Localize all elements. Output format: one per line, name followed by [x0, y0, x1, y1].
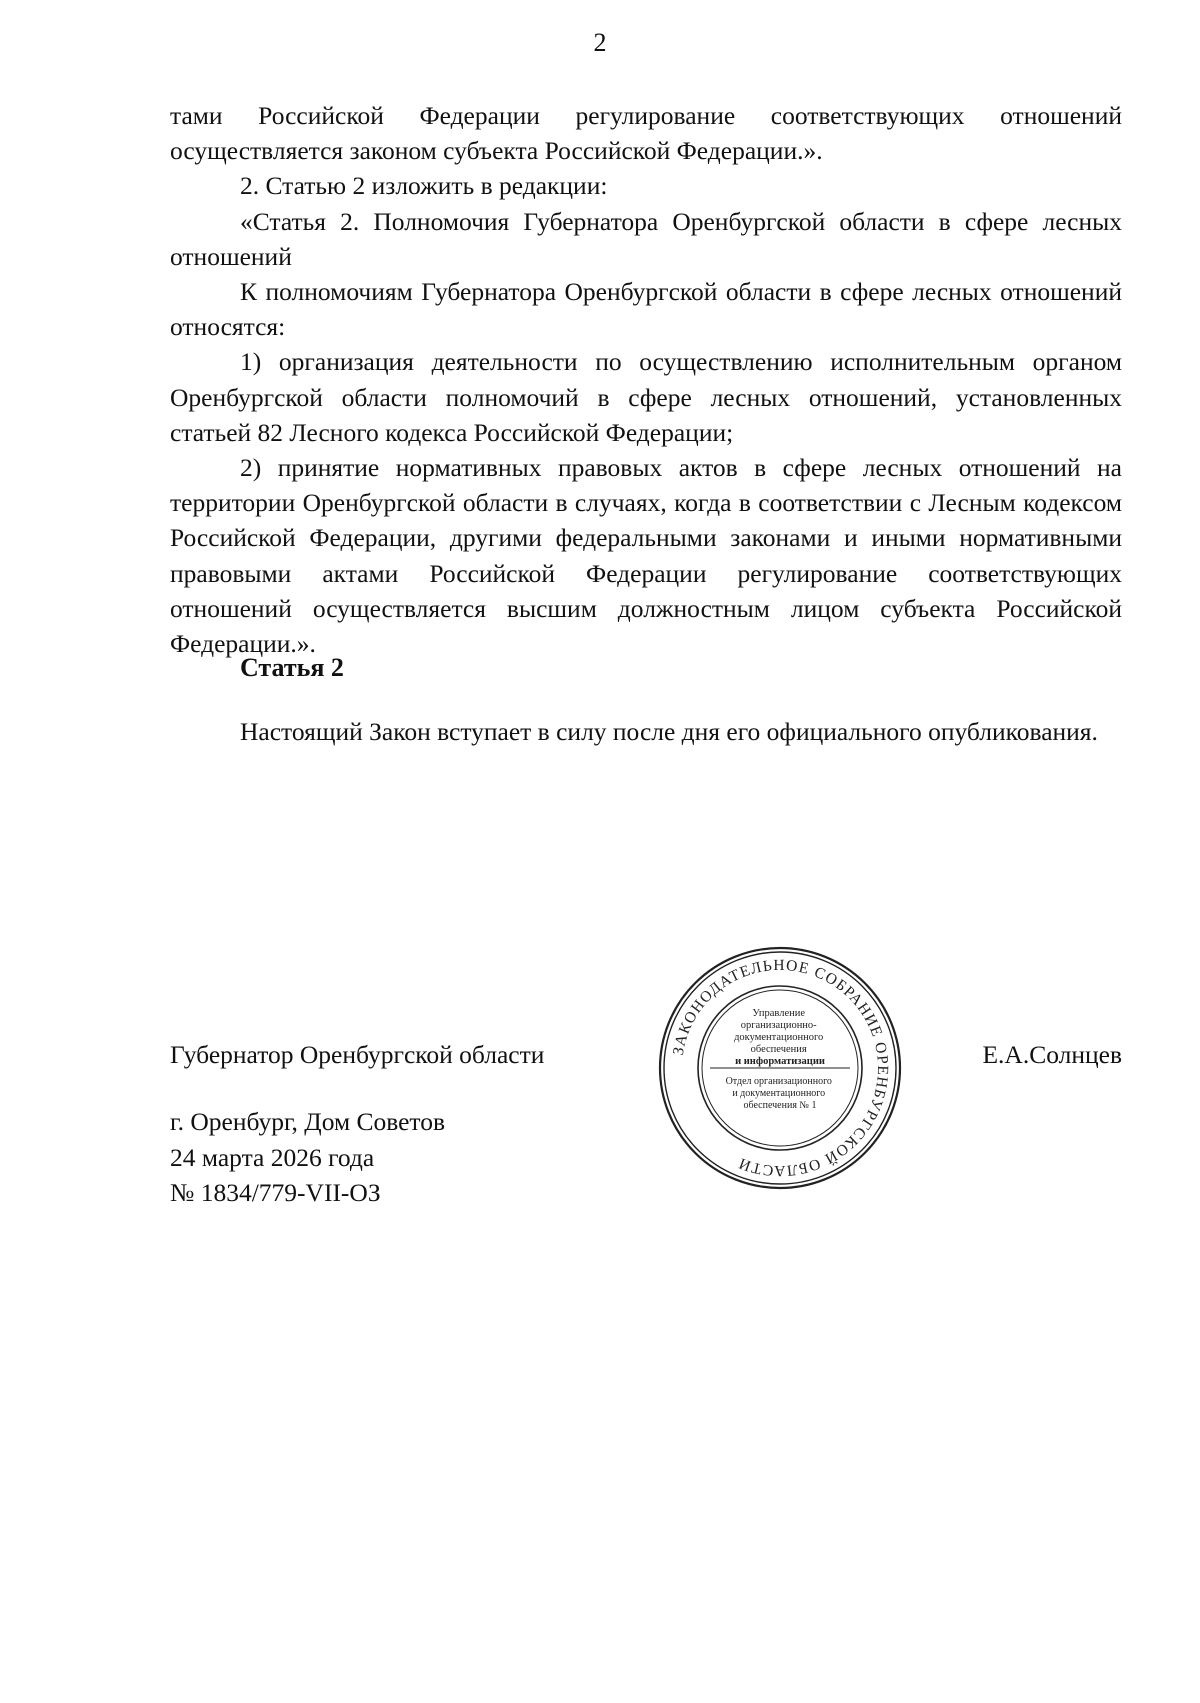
- law-number: № 1834/779-VII-ОЗ: [170, 1178, 381, 1207]
- svg-text:Управление организационн: [734, 1008, 826, 1067]
- place: г. Оренбург, Дом Советов: [170, 1107, 446, 1136]
- place-and-date-block: [170, 1104, 445, 1211]
- paragraph-5: 1) организация деятельности по осуществлению исполнительным органом Оренбургской области полномочий в сфере лесных отношений, установленных статьей 82 Лесного кодекса Российской Федерации;: [170, 347, 1122, 447]
- article-2-text: [170, 714, 1122, 749]
- seal-ring-text: ЗАКОНОДАТЕЛЬНОЕ СОБРАНИЕ ОРЕНБУРГСКОЙ ОБЛАСТИ: [669, 956, 892, 1180]
- signatory-position: Губернатор Оренбургской области: [170, 1040, 545, 1069]
- article-2-heading: Статья 2: [240, 653, 344, 682]
- seal-inner-bottom-1: Отдел организационного: [725, 1076, 832, 1087]
- article-2-paragraph: Настоящий Закон вступает в силу после дня его официального опубликования.: [240, 717, 1098, 746]
- seal-inner-bottom-3: обеспечения № 1: [743, 1100, 817, 1111]
- date: 24 марта 2026 года: [170, 1142, 375, 1172]
- paragraph-1: тами Российской Федерации регулирование соответствующих отношений осуществляется законом субъекта Российской Федерации.».: [170, 101, 1122, 166]
- seal-inner-top-2: организационно-: [740, 1020, 817, 1031]
- seal-inner-bottom-2: и документационного: [732, 1088, 826, 1099]
- paragraph-6: 2) принятие нормативных правовых актов в сфере лесных отношений на территории Оренбургской области в случаях, когда в соответствии с Лесным кодексом Российской Федерации, другими федеральными законами и иными нормативными правовыми актами Российской Федерации регулирование соответствующих отношений осуществляется высшим должностным лицом субъекта Российской Федерации.».: [170, 453, 1122, 659]
- official-seal: [656, 944, 904, 1192]
- paragraph-3: «Статья 2. Полномочия Губернатора Оренбургской области в сфере лесных отношений: [170, 206, 1122, 271]
- seal-inner-top-1: Управление: [752, 1008, 806, 1019]
- signatory-name: Е.А.Солнцев: [982, 1040, 1122, 1069]
- paragraph-2: 2. Статью 2 изложить в редакции:: [240, 171, 608, 201]
- seal-inner-top-3: документационного: [734, 1032, 824, 1043]
- seal-inner-top-4: обеспечения: [750, 1044, 807, 1055]
- seal-stamp-icon: [656, 944, 904, 1192]
- svg-text:Отдел организационного и: [726, 1076, 835, 1111]
- paragraph-4: К полномочиям Губернатора Оренбургской области в сфере лесных отношений относятся:: [170, 277, 1122, 342]
- amendment-text: [170, 98, 1122, 661]
- seal-inner-top-5: и информатизации: [735, 1056, 825, 1067]
- page-number: 2: [593, 28, 607, 57]
